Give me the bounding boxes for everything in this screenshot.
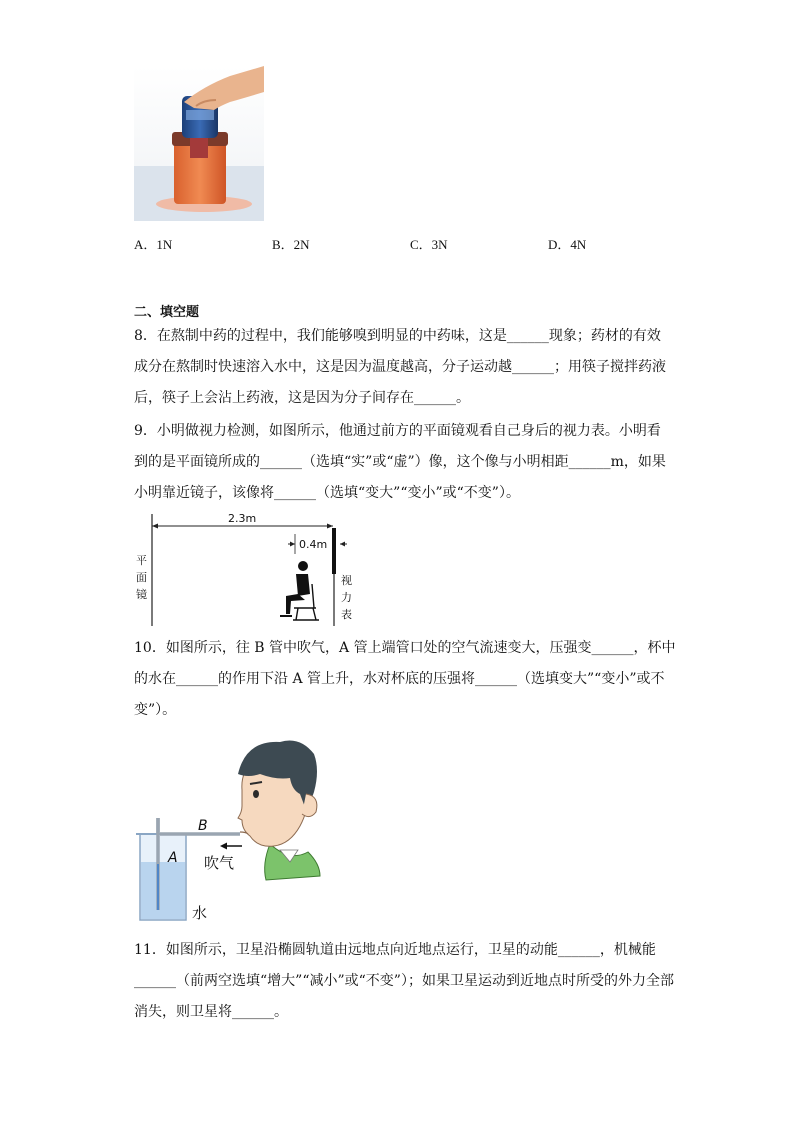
eye-chart-board [332,528,336,574]
blow-label: 吹气 [204,854,235,872]
q9-line-1: 9．小明做视力检测，如图所示，他通过前方的平面镜观看自己身后的视力表。小明看 [134,423,661,439]
mirror-label-3: 镜 [136,588,147,601]
water-beaker [136,834,190,920]
q9-line-2: 到的是平面镜所成的______（选填“实”或“虚”）像，这个像与小明相距______m，如果 [134,454,666,470]
q8-line-2: 成分在熬制时快速溶入水中，这是因为温度越高，分子运动越______；用筷子搅拌药液 [134,359,666,375]
q10-line-1: 10．如图所示，往 B 管中吹气，A 管上端管口处的空气流速变大，压强变______，杯中 [134,640,676,656]
q10-line-3: 变”）。 [134,702,177,718]
water-label: 水 [192,904,208,922]
seated-person-icon [280,561,319,620]
q8-line-3: 后，筷子上会沾上药液，这是因为分子间存在______。 [134,390,470,406]
eye-test-figure [130,508,370,630]
small-distance-label: 0.4m [299,538,328,551]
option-a: A．1N [134,237,173,252]
blow-arrow-icon [220,843,227,850]
q10-line-2: 的水在______的作用下沿 A 管上升，水对杯底的压强将______（选填变大”“变小”或不 [134,671,665,687]
q11-line-2: ______（前两空选填“增大”“减小”或“不变”）；如果卫星运动到近地点时所受的外力全部 [134,973,674,989]
total-distance-label: 2.3m [228,512,257,525]
option-c: C．3N [410,237,448,252]
section-title: 二、填空题 [134,305,200,320]
chart-label-2: 力 [341,591,352,604]
q11-line-1: 11．如图所示，卫星沿椭圆轨道由远地点向近地点运行，卫星的动能______，机械能 [134,942,656,958]
q8-line-1: 8．在熬制中药的过程中，我们能够嗅到明显的中药味，这是______现象；药材的有效 [134,328,661,344]
chart-label-3: 表 [341,608,352,621]
option-d: D．4N [548,237,587,252]
label-a: A [168,850,178,866]
mirror-label-1: 平 [136,554,147,567]
can-experiment-photo [134,66,264,221]
blowing-straw-figure [130,734,330,926]
label-b: B [198,818,208,834]
mirror-label-2: 面 [136,571,147,584]
q9-line-3: 小明靠近镜子，该像将______（选填“变大”“变小”或“不变”）。 [134,485,520,501]
boy-illustration [238,741,320,881]
q11-line-3: 消失，则卫星将______。 [134,1004,288,1020]
chart-label-1: 视 [341,574,352,587]
option-b: B．2N [272,237,310,252]
